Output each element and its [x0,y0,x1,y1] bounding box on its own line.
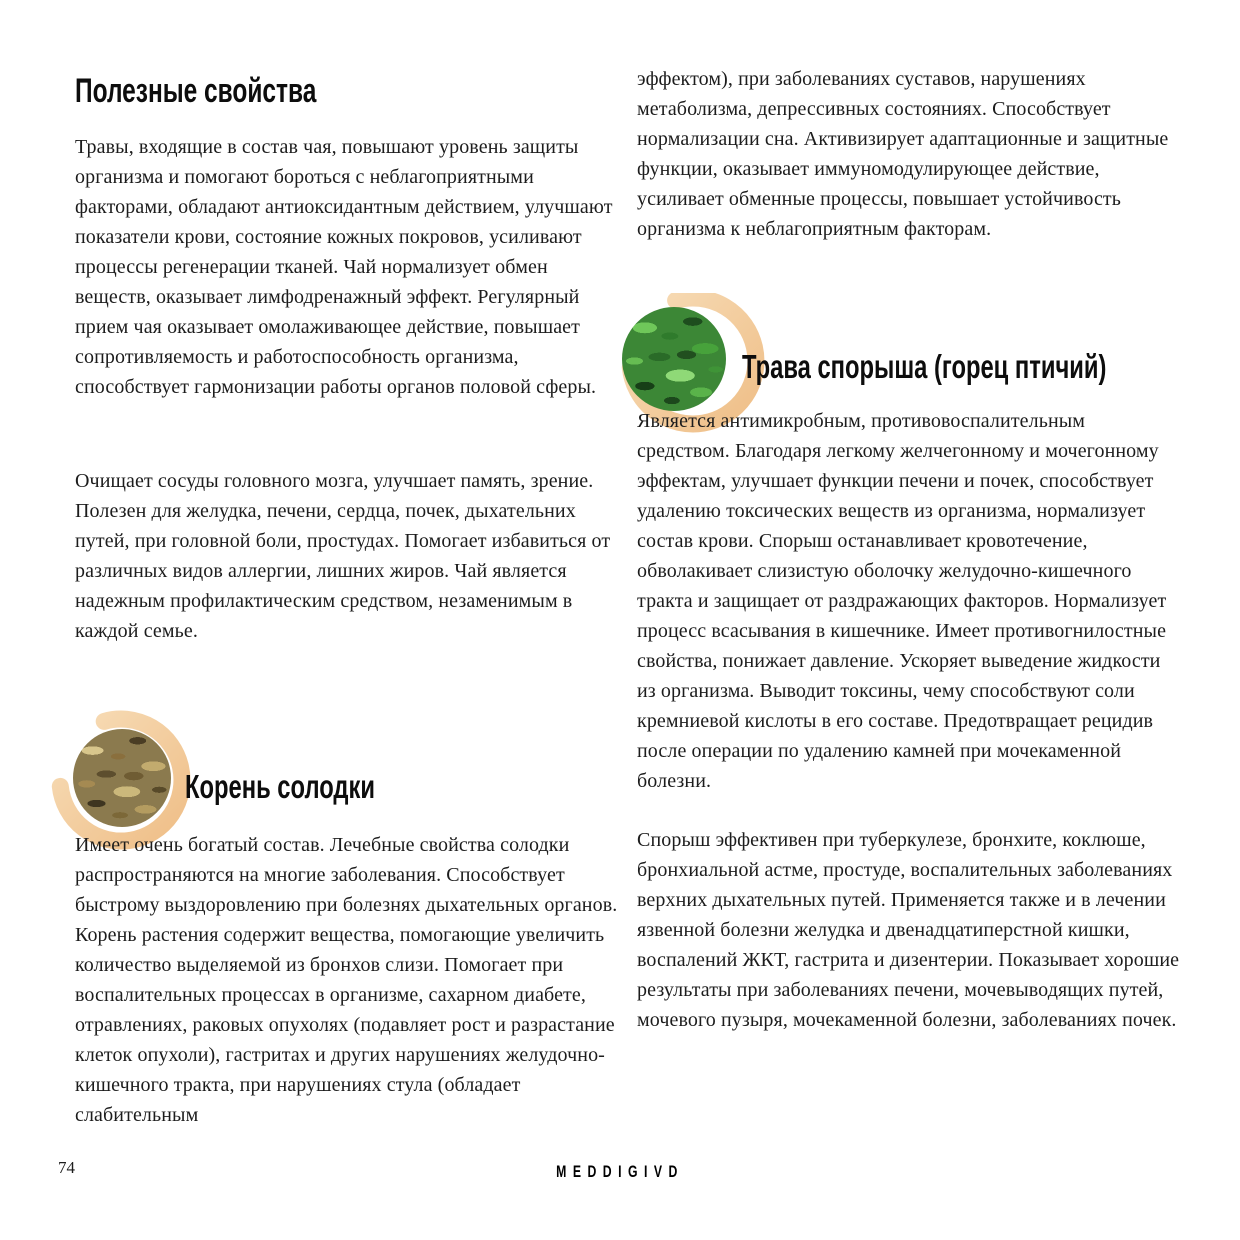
licorice-paragraph: Имеет очень богатый состав. Лечебные свойства солодки распространяются на многие заболевания. Способствует быстрому выздоровлению при болезнях дыхательных органов. Корень растения содержит вещества, помогающие увеличить количество выделяемой из бронхов слизи. Помогает при воспалительных процессах в организме, сахарном диабете, отравлениях, раковых опухолях (подавляет рост и разрастание клеток опухоли), гастритах и других нарушениях желудочно-кишечного тракта, при нарушениях стула (обладает слабительным [75,834,618,1126]
licorice-root-photo [73,729,171,827]
knotweed-paragraph-1: Является антимикробным, противовоспалительным средством. Благодаря легкому желчегонному и мочегонному эффектам, улучшает функции печени и почек, способствует удалению токсических веществ из организма, нормализует состав крови. Спорыш останавливает кровотечение, обволакивает слизистую оболочку желудочно-кишечного тракта и защищает от раздражающих факторов. Нормализует процесс всасывания в кишечнике. Имеет противогнилостные свойства, понижает давление. Ускоряет выведение жидкости из организма. Выводит токсины, чему способствуют соли кремниевой кислоты в его составе. Предотвращает рецидив после операции по удалению камней при мочекаменной болезни. [637,410,1167,792]
knotweed-grass-photo [622,307,726,411]
licorice-section-heading: Корень солодки [185,768,376,805]
intro-paragraph: Травы, входящие в состав чая, повышают уровень защиты организма и помогают бороться с неблагоприятными факторами, обладают антиоксидантным действием, улучшают показатели крови, состояние кожных покровов, усиливают процессы регенерации тканей. Чай нормализует обмен веществ, оказывает лимфодренажный эффект. Регулярный прием чая оказывает омолаживающее действие, повышает сопротивляемость и работоспособность организма, способствует гармонизации работы органов половой сферы. [75,136,613,398]
knotweed-paragraph-2: Спорыш эффективен при туберкулезе, бронхите, коклюше, бронхиальной астме, простуде, воспалительных заболеваниях верхних дыхательных путей. Применяется также и в лечении язвенной болезни желудка и двенадцатиперстной кишки, воспалений ЖКТ, гастрита и дизентерии. Показывает хорошие результаты при заболеваниях печени, мочевыводящих путей, мочевого пузыря, мочекаменной болезни, заболеваниях почек. [637,829,1180,1031]
knotweed-section-heading: Трава спорыша (горец птичий) [742,348,1107,385]
benefits-paragraph: Очищает сосуды головного мозга, улучшает память, зрение. Полезен для желудка, печени, сердца, почек, дыхательних путей, при головной боли, простудах. Помогает избавиться от различных видов аллергии, лишних жиров. Чай является надежным профилактическим средством, незаменимым в каждой семье. [75,470,611,642]
brand-logo: MEDDIGIVD [556,1162,684,1181]
page-title: Полезные свойства [75,72,317,110]
page-number: 74 [58,1158,75,1177]
continuation-paragraph: эффектом), при заболеваниях суставов, нарушениях метаболизма, депрессивных состояниях. Способствует нормализации сна. Активизирует адаптационные и защитные функции, оказывает иммуномодулирующее действие, усиливает обменные процессы, повышает устойчивость организма к неблагоприятным факторам. [637,68,1169,240]
